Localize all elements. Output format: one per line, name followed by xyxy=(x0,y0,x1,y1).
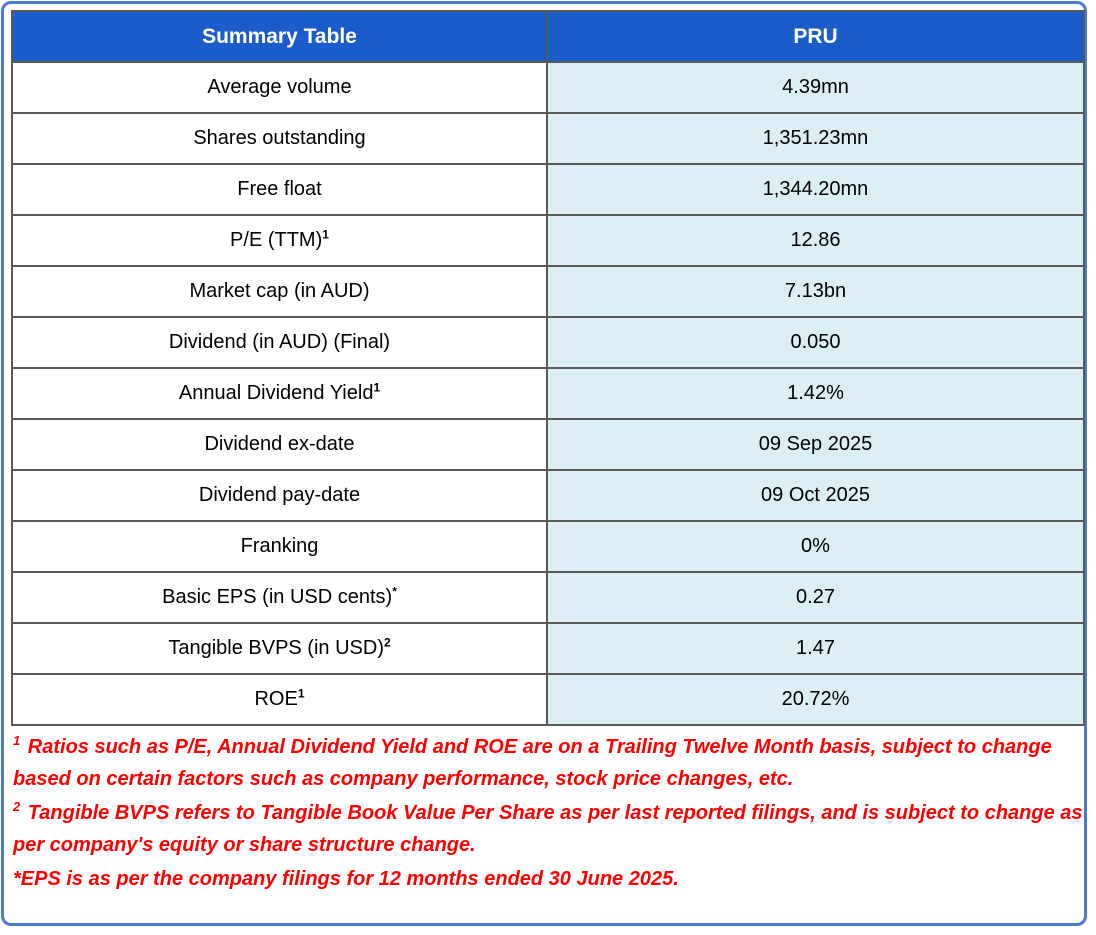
metric-label: Dividend pay-date xyxy=(12,470,547,521)
metric-label: Free float xyxy=(12,164,547,215)
metric-value: 4.39mn xyxy=(547,62,1084,113)
table-row xyxy=(12,572,1084,623)
metric-label: Shares outstanding xyxy=(12,113,547,164)
table-row xyxy=(12,521,1084,572)
metric-label: P/E (TTM)$^1$ xyxy=(12,215,547,266)
metric-label: Dividend ex-date xyxy=(12,419,547,470)
metric-value: 0.050 xyxy=(547,317,1084,368)
footnotes-section xyxy=(11,731,1083,895)
table-row xyxy=(12,113,1084,164)
metric-value: 12.86 xyxy=(547,215,1084,266)
ticker-header-cell: PRU xyxy=(547,11,1084,62)
table-row xyxy=(12,674,1084,725)
metric-value: 1.42% xyxy=(547,368,1084,419)
metric-label: Market cap (in AUD) xyxy=(12,266,547,317)
table-row xyxy=(12,470,1084,521)
metric-label: Basic EPS (in USD cents)* xyxy=(12,572,547,623)
metric-value: 09 Sep 2025 xyxy=(547,419,1084,470)
footnote-line: $^1$ Ratios such as P/E, Annual Dividend Yield and ROE are on a Trailing Twelve Month basis, subject to change xyxy=(13,733,1052,758)
label-superscript: 1 xyxy=(322,227,329,242)
label-superscript: 1 xyxy=(297,686,305,701)
footnote-superscript: 1 xyxy=(13,733,21,749)
label-superscript: * xyxy=(392,584,397,599)
metric-value: 1,351.23mn xyxy=(547,113,1084,164)
metric-value: 09 Oct 2025 xyxy=(547,470,1084,521)
table-row xyxy=(12,419,1084,470)
metric-label: Annual Dividend Yield$^1$ xyxy=(12,368,547,419)
metric-value: 1.47 xyxy=(547,623,1084,674)
table-row xyxy=(12,62,1084,113)
footnote-line: per company's equity or share structure change. xyxy=(13,834,476,856)
footnote-line: based on certain factors such as company performance, stock price changes, etc. xyxy=(13,768,794,790)
label-superscript: 1 xyxy=(373,380,381,395)
table-row xyxy=(12,215,1084,266)
metric-label: ROE$^1$ xyxy=(12,674,547,725)
table-row xyxy=(12,317,1084,368)
metric-value: 20.72% xyxy=(547,674,1084,725)
footnote xyxy=(13,863,1083,895)
table-row xyxy=(12,164,1084,215)
metric-value: 7.13bn xyxy=(547,266,1084,317)
table-row xyxy=(12,623,1084,674)
footnote xyxy=(13,731,1083,795)
metric-label: Dividend (in AUD) (Final) xyxy=(12,317,547,368)
summary-table-header-cell: Summary Table xyxy=(12,11,547,62)
footnote-superscript: 2 xyxy=(13,799,21,815)
table-row xyxy=(12,266,1084,317)
metric-value: 1,344.20mn xyxy=(547,164,1084,215)
footnote-line: *EPS is as per the company filings for 12 months ended 30 June 2025. xyxy=(13,868,679,890)
footnote-line: $^2$ Tangible BVPS refers to Tangible Book Value Per Share as per last reported filings, and is subject to change as xyxy=(13,799,1083,824)
metric-label: Average volume xyxy=(12,62,547,113)
metric-value: 0.27 xyxy=(547,572,1084,623)
footnote xyxy=(13,797,1083,861)
header-row xyxy=(12,11,1084,62)
metric-value: 0% xyxy=(547,521,1084,572)
metric-label: Franking xyxy=(12,521,547,572)
metric-label: Tangible BVPS (in USD)$^2$ xyxy=(12,623,547,674)
label-superscript: 2 xyxy=(383,635,391,650)
table-row xyxy=(12,368,1084,419)
summary-table xyxy=(11,10,1085,726)
outer-frame xyxy=(1,1,1087,926)
